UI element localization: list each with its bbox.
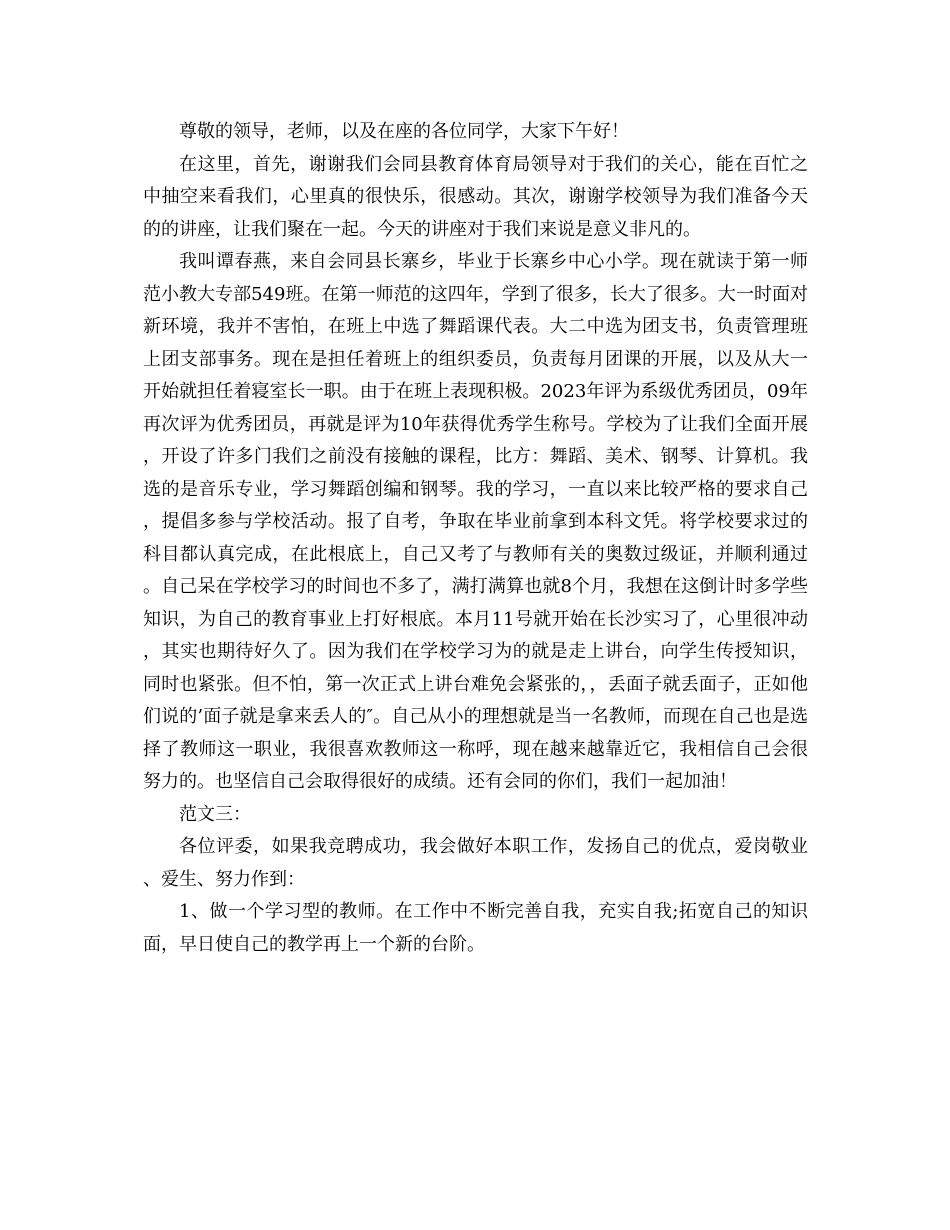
section-heading: 范文三： xyxy=(179,803,251,825)
greeting-paragraph: 尊敬的领导，老师，以及在座的各位同学，大家下午好！ xyxy=(179,121,629,142)
commitment-paragraph: 各位评委，如果我竞聘成功，我会做好本职工作，发扬自己的优点，爱岗敬业、爱生、努力作到： xyxy=(143,836,808,890)
thanks-paragraph: 在这里，首先，谢谢我们会同县教育体育局领导对于我们的关心，能在百忙之中抽空来看我们，心里真的很快乐，很感动。其次，谢谢学校领导为我们准备今天的的讲座，让我们聚在一起。今天的讲座对于我们来说是意义非凡的。 xyxy=(143,153,808,240)
self-introduction-paragraph: 我叫谭春燕，来自会同县长寨乡，毕业于长寨乡中心小学。现在就读于第一师范小教大专部549班。在第一师范的这四年，学到了很多，长大了很多。大一时面对新环境，我并不害怕，在班上中选了舞蹈课代表。大二中选为团支书，负责管理班上团支部事务。现在是担任着班上的组织委员，负责每月团课的开展，以及从大一开始就担任着寝室长一职。由于在班上表现积极。2023年评为系级优秀团员，09年再次评为优秀团员，再就是评为10年获得优秀学生称号。学校为了让我们全面开展，开设了许多门我们之前没有接触的课程，比方：舞蹈、美术、钢琴、计算机。我选的是音乐专业，学习舞蹈创编和钢琴。我的学习，一直以来比较严格的要求自己，提倡多参与学校活动。报了自考，争取在毕业前拿到本科文凭。将学校要求过的科目都认真完成，在此根底上，自己又考了与教师有关的奥数过级证，并顺利通过。自己呆在学校学习的时间也不多了，满打满算也就8个月，我想在这倒计时多学些知识，为自己的教育事业上打好根底。本月11号就开始在长沙实习了，心里很冲动，其实也期待好久了。因为我们在学校学习为的就是走上讲台，向学生传授知识，同时也紧张。但不怕，第一次正式上讲台难免会紧张的，，丢面子就丢面子，正如他们说的’面子就是拿来丢人的″。自己从小的理想就是当一名教师，而现在自己也是选择了教师这一职业，我很喜欢教师这一称呼，现在越来越靠近它，我相信自己会很努力的。也坚信自己会取得很好的成绩。还有会同的你们，我们一起加油！ xyxy=(143,251,808,792)
list-item: 1、做一个学习型的教师。在工作中不断完善自我，充实自我;拓宽自己的知识面，早日使自己的教学再上一个新的台阶。 xyxy=(143,901,808,955)
document-body xyxy=(143,116,808,961)
